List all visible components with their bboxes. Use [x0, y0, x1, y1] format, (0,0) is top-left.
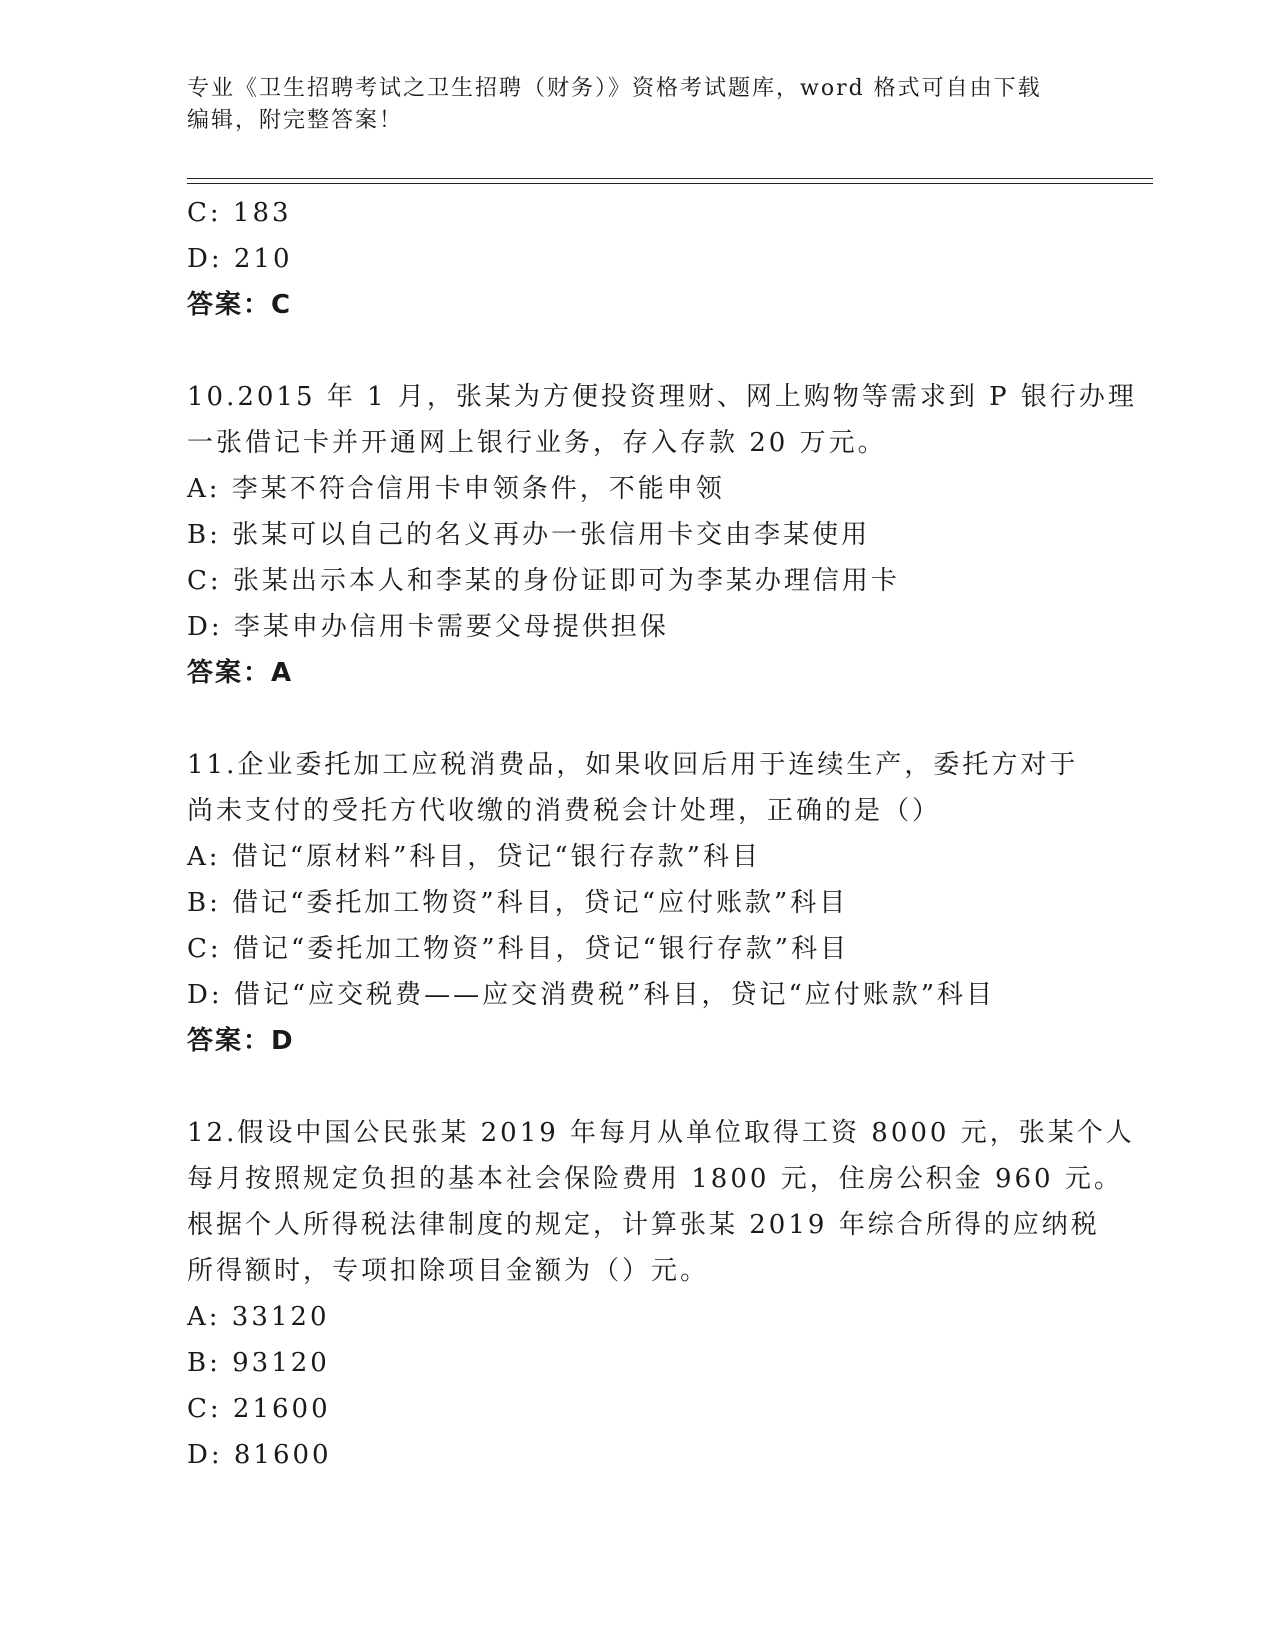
- option-a: A: 李某不符合信用卡申领条件，不能申领: [187, 474, 725, 504]
- option-b: B: 93120: [187, 1348, 330, 1378]
- answer-label: 答案：A: [187, 658, 294, 688]
- option-a: A: 33120: [187, 1302, 330, 1332]
- option-c: C: 183: [187, 198, 292, 228]
- question-stem-line: 根据个人所得税法律制度的规定，计算张某 2019 年综合所得的应纳税: [187, 1210, 1100, 1240]
- question-11: [187, 742, 1087, 1064]
- header-divider-top: [187, 178, 1153, 179]
- option-b: B: 张某可以自己的名义再办一张信用卡交由李某使用: [187, 520, 871, 550]
- document-header: [187, 73, 1087, 137]
- question-stem-line: 12.假设中国公民张某 2019 年每月从单位取得工资 8000 元，张某个人: [187, 1118, 1135, 1148]
- question-10: [187, 374, 1137, 696]
- header-divider-bottom: [187, 183, 1153, 184]
- question-stem-line: 10.2015 年 1 月，张某为方便投资理财、网上购物等需求到 P 银行办理: [187, 382, 1137, 412]
- option-a: A: 借记“原材料”科目，贷记“银行存款”科目: [187, 842, 761, 872]
- header-line-1: 专业《卫生招聘考试之卫生招聘（财务）》资格考试题库，word 格式可自由下载: [187, 76, 1042, 101]
- option-b: B: 借记“委托加工物资”科目，贷记“应付账款”科目: [187, 888, 849, 918]
- option-d: D: 借记“应交税费——应交消费税”科目，贷记“应付账款”科目: [187, 980, 996, 1010]
- question-stem-line: 所得额时，专项扣除项目金额为（）元。: [187, 1256, 710, 1286]
- question-9-tail: [187, 190, 1087, 328]
- option-d: D: 李某申办信用卡需要父母提供担保: [187, 612, 669, 642]
- option-c: C: 张某出示本人和李某的身份证即可为李某办理信用卡: [187, 566, 900, 596]
- option-d: D: 210: [187, 244, 293, 274]
- answer-label: 答案：C: [187, 290, 293, 320]
- question-stem-line: 一张借记卡并开通网上银行业务，存入存款 20 万元。: [187, 428, 887, 458]
- question-list: [187, 190, 1137, 1478]
- option-c: C: 借记“委托加工物资”科目，贷记“银行存款”科目: [187, 934, 850, 964]
- answer-label: 答案：D: [187, 1026, 295, 1056]
- question-stem-line: 每月按照规定负担的基本社会保险费用 1800 元，住房公积金 960 元。: [187, 1164, 1123, 1194]
- option-c: C: 21600: [187, 1394, 331, 1424]
- question-stem-line: 11.企业委托加工应税消费品，如果收回后用于连续生产，委托方对于: [187, 750, 1079, 780]
- question-stem-line: 尚未支付的受托方代收缴的消费税会计处理，正确的是（）: [187, 796, 942, 826]
- header-line-2: 编辑，附完整答案！: [187, 108, 404, 133]
- option-d: D: 81600: [187, 1440, 332, 1470]
- question-12: [187, 1110, 1135, 1478]
